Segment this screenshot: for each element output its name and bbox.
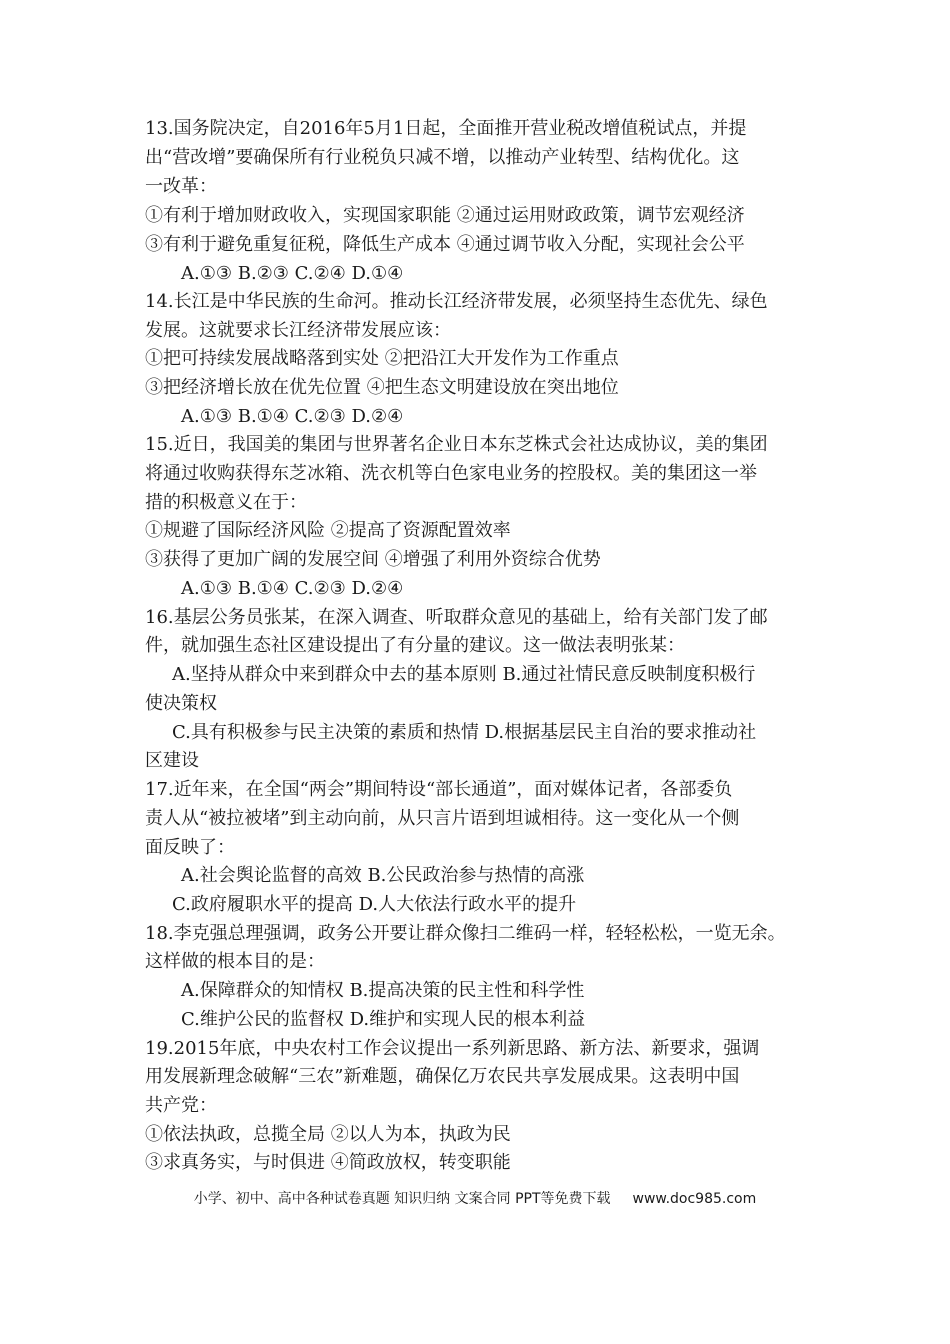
question-stem-line: 这样做的根本目的是： [145,951,325,972]
answer-option-line: A.坚持从群众中来到群众中去的基本原则 B.通过社情民意反映制度积极行 [172,664,756,685]
footer-url: www.doc985.com [632,1191,757,1207]
question-stem-line: 16.基层公务员张某，在深入调查、听取群众意见的基础上，给有关部门发了邮 [145,607,768,628]
question-stem-line: 19.2015年底，中央农村工作会议提出一系列新思路、新方法、新要求，强调 [145,1038,760,1059]
statement-line: ①规避了国际经济风险 ②提高了资源配置效率 [145,520,511,541]
question-stem-line: 面反映了： [145,837,235,858]
question-stem-line: 将通过收购获得东芝冰箱、洗衣机等白色家电业务的控股权。美的集团这一举 [145,463,757,484]
statement-line: ③把经济增长放在优先位置 ④把生态文明建设放在突出地位 [145,377,619,398]
statement-line: ③求真务实，与时俱进 ④简政放权，转变职能 [145,1152,511,1173]
statement-line: ①依法执政，总揽全局 ②以人为本，执政为民 [145,1124,511,1145]
question-stem-line: 发展。这就要求长江经济带发展应该： [145,320,451,341]
question-stem-line: 一改革： [145,176,217,197]
answer-options: A.①③ B.②③ C.②④ D.①④ [181,263,404,284]
answer-option-line: 使决策权 [145,693,217,714]
question-stem-line: 出“营改增”要确保所有行业税负只减不增，以推动产业转型、结构优化。这 [145,147,740,168]
page-footer [0,1188,950,1210]
question-stem-line: 责人从“被拉被堵”到主动向前，从只言片语到坦诚相待。这一变化从一个侧 [145,808,740,829]
answer-option-line: C.具有积极参与民主决策的素质和热情 D.根据基层民主自治的要求推动社 [172,722,757,743]
answer-option-line: C.政府履职水平的提高 D.人大依法行政水平的提升 [172,894,577,915]
answer-option-line: C.维护公民的监督权 D.维护和实现人民的根本利益 [181,1009,586,1030]
footer-text: 小学、初中、高中各种试卷真题 知识归纳 文案合同 PPT等免费下载 [193,1191,611,1207]
question-stem-line: 用发展新理念破解“三农”新难题，确保亿万农民共享发展成果。这表明中国 [145,1066,740,1087]
question-stem-line: 14.长江是中华民族的生命河。推动长江经济带发展，必须坚持生态优先、绿色 [145,291,768,312]
answer-options: A.①③ B.①④ C.②③ D.②④ [181,578,404,599]
question-stem-line: 15.近日，我国美的集团与世界著名企业日本东芝株式会社达成协议，美的集团 [145,434,768,455]
answer-option-line: 区建设 [145,750,199,771]
question-stem-line: 18.李克强总理强调，政务公开要让群众像扫二维码一样，轻轻松松，一览无余。 [145,923,786,944]
statement-line: ③有利于避免重复征税，降低生产成本 ④通过调节收入分配，实现社会公平 [145,234,745,255]
statement-line: ③获得了更加广阔的发展空间 ④增强了利用外资综合优势 [145,549,601,570]
question-stem-line: 17.近年来，在全国“两会”期间特设“部长通道”，面对媒体记者，各部委负 [145,779,733,800]
answer-option-line: A.保障群众的知情权 B.提高决策的民主性和科学性 [181,980,585,1001]
answer-options: A.①③ B.①④ C.②③ D.②④ [181,406,404,427]
statement-line: ①把可持续发展战略落到实处 ②把沿江大开发作为工作重点 [145,348,619,369]
question-stem-line: 13.国务院决定，自2016年5月1日起，全面推开营业税改增值税试点，并提 [145,118,747,139]
answer-option-line: A.社会舆论监督的高效 B.公民政治参与热情的高涨 [181,865,585,886]
question-stem-line: 措的积极意义在于： [145,492,307,513]
question-stem-line: 共产党： [145,1095,217,1116]
question-stem-line: 件，就加强生态社区建设提出了有分量的建议。这一做法表明张某： [145,635,685,656]
statement-line: ①有利于增加财政收入，实现国家职能 ②通过运用财政政策，调节宏观经济 [145,205,745,226]
